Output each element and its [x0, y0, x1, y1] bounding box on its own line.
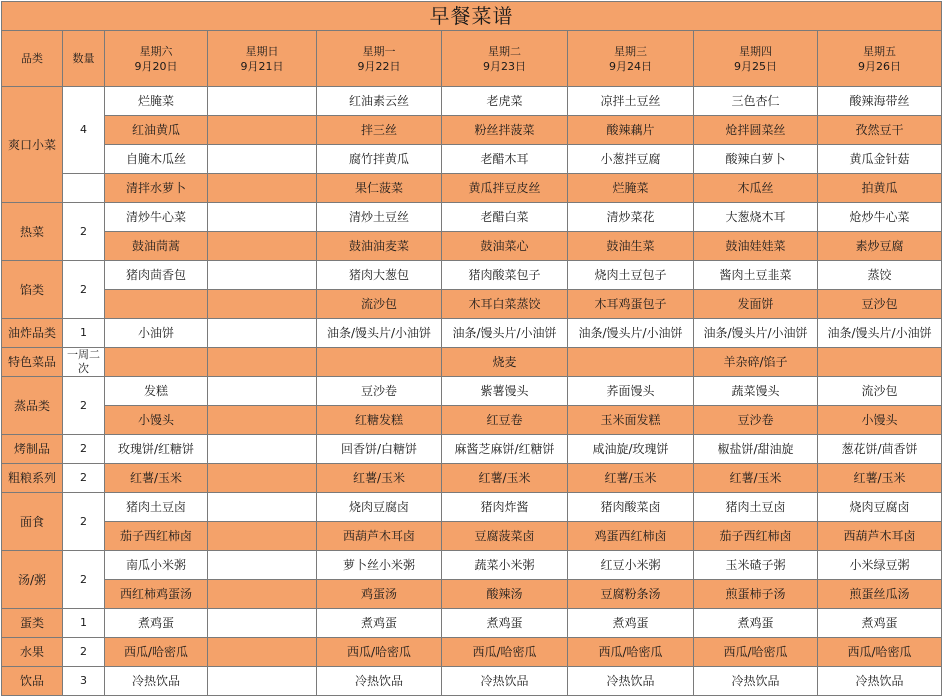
table-row: [2, 116, 942, 145]
menu-item: [208, 348, 317, 377]
category-label: 面食: [2, 493, 63, 551]
menu-item: 酸辣藕片: [568, 116, 694, 145]
menu-item: [208, 203, 317, 232]
menu-item: 黄瓜拌豆皮丝: [442, 174, 568, 203]
menu-item: [208, 174, 317, 203]
weekday-label: 星期四: [739, 44, 772, 58]
menu-item: 西瓜/哈密瓜: [105, 638, 208, 667]
menu-item: 冷热饮品: [568, 667, 694, 696]
menu-item: 西瓜/哈密瓜: [694, 638, 818, 667]
menu-item: 椒盐饼/甜油旋: [694, 435, 818, 464]
category-label: 爽口小菜: [2, 87, 63, 203]
menu-item: 蔬菜馒头: [694, 377, 818, 406]
menu-item: 炝拌圆菜丝: [694, 116, 818, 145]
menu-item: 鼓油娃娃菜: [694, 232, 818, 261]
count-cell: 2: [63, 464, 105, 493]
menu-item: [105, 348, 208, 377]
count-cell: 1: [63, 609, 105, 638]
page-title: 早餐菜谱: [2, 2, 942, 31]
menu-item: [105, 290, 208, 319]
menu-item: 鼓油油麦菜: [317, 232, 442, 261]
count-cell: 1: [63, 319, 105, 348]
date-label: 9月25日: [734, 59, 777, 73]
menu-item: 豆沙卷: [317, 377, 442, 406]
menu-item: 茄子西红柿卤: [694, 522, 818, 551]
table-row: [2, 377, 942, 406]
menu-item: 酸辣汤: [442, 580, 568, 609]
menu-item: 油条/馒头片/小油饼: [442, 319, 568, 348]
category-label: 油炸品类: [2, 319, 63, 348]
menu-item: 煮鸡蛋: [818, 609, 942, 638]
table-row: [2, 464, 942, 493]
menu-item: 红薯/玉米: [442, 464, 568, 493]
menu-item: 红薯/玉米: [105, 464, 208, 493]
menu-item: 清拌水萝卜: [105, 174, 208, 203]
menu-item: [208, 435, 317, 464]
menu-item: [818, 348, 942, 377]
menu-item: [208, 87, 317, 116]
menu-item: [317, 348, 442, 377]
count-cell: 4: [63, 87, 105, 174]
menu-item: 拍黄瓜: [818, 174, 942, 203]
weekday-label: 星期一: [362, 44, 396, 58]
menu-item: 冷热饮品: [694, 667, 818, 696]
table-row: [2, 435, 942, 464]
menu-item: 西瓜/哈密瓜: [818, 638, 942, 667]
menu-item: 烂腌菜: [105, 87, 208, 116]
menu-item: 小葱拌豆腐: [568, 145, 694, 174]
menu-item: 发糕: [105, 377, 208, 406]
day-header: [818, 31, 942, 87]
date-label: 9月23日: [483, 59, 526, 73]
menu-item: 油条/馒头片/小油饼: [818, 319, 942, 348]
menu-item: 煮鸡蛋: [568, 609, 694, 638]
category-label: 馅类: [2, 261, 63, 319]
category-label: 烤制品: [2, 435, 63, 464]
menu-item: 猪肉茴香包: [105, 261, 208, 290]
count-cell: 2: [63, 493, 105, 551]
count-cell: 2: [63, 638, 105, 667]
category-label: 蒸品类: [2, 377, 63, 435]
menu-item: 流沙包: [317, 290, 442, 319]
menu-item: 西瓜/哈密瓜: [568, 638, 694, 667]
menu-item: 煎蛋柿子汤: [694, 580, 818, 609]
menu-item: 西红柿鸡蛋汤: [105, 580, 208, 609]
menu-item: 红豆卷: [442, 406, 568, 435]
menu-item: 木耳鸡蛋包子: [568, 290, 694, 319]
table-row: [2, 174, 942, 203]
menu-item: 鼓油茼蒿: [105, 232, 208, 261]
table-row: [2, 319, 942, 348]
menu-item: 红油黄瓜: [105, 116, 208, 145]
menu-item: 老虎菜: [442, 87, 568, 116]
count-cell: 2: [63, 377, 105, 435]
weekday-label: 星期五: [863, 44, 897, 58]
menu-item: 烧肉豆腐卤: [818, 493, 942, 522]
menu-item: 麻酱芝麻饼/红糖饼: [442, 435, 568, 464]
date-label: 9月20日: [134, 59, 178, 73]
menu-item: [208, 464, 317, 493]
menu-item: [208, 261, 317, 290]
menu-item: 猪肉土豆卤: [694, 493, 818, 522]
menu-item: 烂腌菜: [568, 174, 694, 203]
menu-item: [208, 145, 317, 174]
menu-item: 红薯/玉米: [568, 464, 694, 493]
menu-item: 烧麦: [442, 348, 568, 377]
table-row: [2, 232, 942, 261]
menu-item: 木耳白菜蒸饺: [442, 290, 568, 319]
menu-item: [208, 232, 317, 261]
count-cell: 3: [63, 667, 105, 696]
menu-item: [208, 290, 317, 319]
menu-item: 素炒豆腐: [818, 232, 942, 261]
menu-item: 豆沙卷: [694, 406, 818, 435]
menu-item: 葱花饼/茴香饼: [818, 435, 942, 464]
menu-item: 玉米面发糕: [568, 406, 694, 435]
menu-item: 蒸饺: [818, 261, 942, 290]
menu-item: 孜然豆干: [818, 116, 942, 145]
table-row: [2, 609, 942, 638]
count-header: 数量: [63, 31, 105, 87]
menu-item: 萝卜丝小米粥: [317, 551, 442, 580]
menu-item: 煮鸡蛋: [694, 609, 818, 638]
category-label: 特色菜品: [2, 348, 63, 377]
table-row: [2, 522, 942, 551]
menu-item: 煮鸡蛋: [317, 609, 442, 638]
day-header: [442, 31, 568, 87]
menu-item: 果仁菠菜: [317, 174, 442, 203]
menu-item: 鸡蛋汤: [317, 580, 442, 609]
menu-item: 清炒牛心菜: [105, 203, 208, 232]
menu-item: 红薯/玉米: [694, 464, 818, 493]
menu-table: [1, 1, 942, 696]
menu-item: 酸辣白萝卜: [694, 145, 818, 174]
day-header: [568, 31, 694, 87]
menu-item: [208, 580, 317, 609]
menu-item: 发面饼: [694, 290, 818, 319]
menu-item: [208, 116, 317, 145]
menu-item: 流沙包: [818, 377, 942, 406]
menu-item: 红豆小米粥: [568, 551, 694, 580]
menu-item: 西瓜/哈密瓜: [317, 638, 442, 667]
menu-item: 炝炒牛心菜: [818, 203, 942, 232]
menu-item: 冷热饮品: [317, 667, 442, 696]
menu-item: [208, 522, 317, 551]
menu-item: [208, 377, 317, 406]
count-cell-empty: [63, 174, 105, 203]
menu-item: 拌三丝: [317, 116, 442, 145]
menu-item: 冷热饮品: [818, 667, 942, 696]
date-label: 9月26日: [858, 59, 902, 73]
menu-item: [208, 551, 317, 580]
menu-item: 腐竹拌黄瓜: [317, 145, 442, 174]
menu-item: [208, 667, 317, 696]
menu-item: 羊杂碎/馅子: [694, 348, 818, 377]
menu-item: 回香饼/白糖饼: [317, 435, 442, 464]
menu-item: 冷热饮品: [105, 667, 208, 696]
menu-item: 紫薯馒头: [442, 377, 568, 406]
menu-item: 红糖发糕: [317, 406, 442, 435]
menu-item: 小馒头: [818, 406, 942, 435]
table-row: [2, 493, 942, 522]
table-row: [2, 145, 942, 174]
count-cell: 2: [63, 203, 105, 261]
menu-item: 小油饼: [105, 319, 208, 348]
date-label: 9月24日: [609, 59, 652, 73]
menu-item: 烧肉豆腐卤: [317, 493, 442, 522]
menu-item: 鼓油生菜: [568, 232, 694, 261]
menu-item: 清炒土豆丝: [317, 203, 442, 232]
table-row: [2, 290, 942, 319]
menu-item: 酸辣海带丝: [818, 87, 942, 116]
menu-item: 西葫芦木耳卤: [818, 522, 942, 551]
menu-item: [208, 609, 317, 638]
menu-item: 荞面馒头: [568, 377, 694, 406]
menu-item: [208, 406, 317, 435]
category-header: 品类: [2, 31, 63, 87]
menu-item: 蔬菜小米粥: [442, 551, 568, 580]
menu-item: 老醋白菜: [442, 203, 568, 232]
menu-item: 玉米碴子粥: [694, 551, 818, 580]
menu-item: 鸡蛋西红柿卤: [568, 522, 694, 551]
menu-item: 烧肉土豆包子: [568, 261, 694, 290]
menu-item: 豆沙包: [818, 290, 942, 319]
menu-item: [208, 638, 317, 667]
table-row: [2, 261, 942, 290]
menu-item: 茄子西红柿卤: [105, 522, 208, 551]
menu-item: 煎蛋丝瓜汤: [818, 580, 942, 609]
menu-item: 清炒菜花: [568, 203, 694, 232]
header-row: [2, 31, 942, 87]
category-label: 热菜: [2, 203, 63, 261]
menu-item: 木瓜丝: [694, 174, 818, 203]
menu-item: 猪肉酸菜卤: [568, 493, 694, 522]
menu-item: 猪肉酸菜包子: [442, 261, 568, 290]
menu-item: 红薯/玉米: [317, 464, 442, 493]
menu-item: 油条/馒头片/小油饼: [317, 319, 442, 348]
table-row: [2, 203, 942, 232]
table-row: [2, 87, 942, 116]
menu-item: 西瓜/哈密瓜: [442, 638, 568, 667]
menu-item: 豆腐菠菜卤: [442, 522, 568, 551]
day-header: [208, 31, 317, 87]
menu-item: [568, 348, 694, 377]
menu-item: [208, 493, 317, 522]
weekday-label: 星期三: [614, 44, 647, 58]
menu-item: 粉丝拌菠菜: [442, 116, 568, 145]
menu-item: 油条/馒头片/小油饼: [568, 319, 694, 348]
menu-item: 自腌木瓜丝: [105, 145, 208, 174]
menu-item: 猪肉炸酱: [442, 493, 568, 522]
menu-item: 黄瓜金针菇: [818, 145, 942, 174]
date-label: 9月22日: [357, 59, 401, 73]
menu-item: 豆腐粉条汤: [568, 580, 694, 609]
menu-item: 小米绿豆粥: [818, 551, 942, 580]
menu-item: 玫瑰饼/红糖饼: [105, 435, 208, 464]
day-header: [694, 31, 818, 87]
date-label: 9月21日: [240, 59, 284, 73]
table-row: [2, 667, 942, 696]
menu-item: 红薯/玉米: [818, 464, 942, 493]
category-label: 饮品: [2, 667, 63, 696]
day-header: [317, 31, 442, 87]
menu-item: 煮鸡蛋: [442, 609, 568, 638]
count-cell: 2: [63, 261, 105, 319]
menu-item: 大葱烧木耳: [694, 203, 818, 232]
count-cell: 一周二次: [63, 348, 105, 377]
menu-item: 猪肉土豆卤: [105, 493, 208, 522]
count-cell: 2: [63, 435, 105, 464]
category-label: 粗粮系列: [2, 464, 63, 493]
category-label: 蛋类: [2, 609, 63, 638]
count-cell: 2: [63, 551, 105, 609]
table-row: [2, 348, 942, 377]
table-row: [2, 638, 942, 667]
table-row: [2, 580, 942, 609]
menu-item: 冷热饮品: [442, 667, 568, 696]
menu-item: 小馒头: [105, 406, 208, 435]
menu-item: 红油素云丝: [317, 87, 442, 116]
menu-item: 咸油旋/玫瑰饼: [568, 435, 694, 464]
category-label: 水果: [2, 638, 63, 667]
menu-item: 煮鸡蛋: [105, 609, 208, 638]
menu-item: 西葫芦木耳卤: [317, 522, 442, 551]
table-row: [2, 406, 942, 435]
weekday-label: 星期日: [245, 44, 279, 58]
menu-item: 鼓油菜心: [442, 232, 568, 261]
menu-item: 南瓜小米粥: [105, 551, 208, 580]
day-header: [105, 31, 208, 87]
menu-item: 酱肉土豆韭菜: [694, 261, 818, 290]
menu-item: 老醋木耳: [442, 145, 568, 174]
menu-item: [208, 319, 317, 348]
menu-item: 凉拌土豆丝: [568, 87, 694, 116]
weekday-label: 星期二: [488, 44, 521, 58]
category-label: 汤/粥: [2, 551, 63, 609]
menu-item: 油条/馒头片/小油饼: [694, 319, 818, 348]
menu-item: 猪肉大葱包: [317, 261, 442, 290]
menu-item: 三色杏仁: [694, 87, 818, 116]
weekday-label: 星期六: [139, 44, 173, 58]
table-row: [2, 551, 942, 580]
